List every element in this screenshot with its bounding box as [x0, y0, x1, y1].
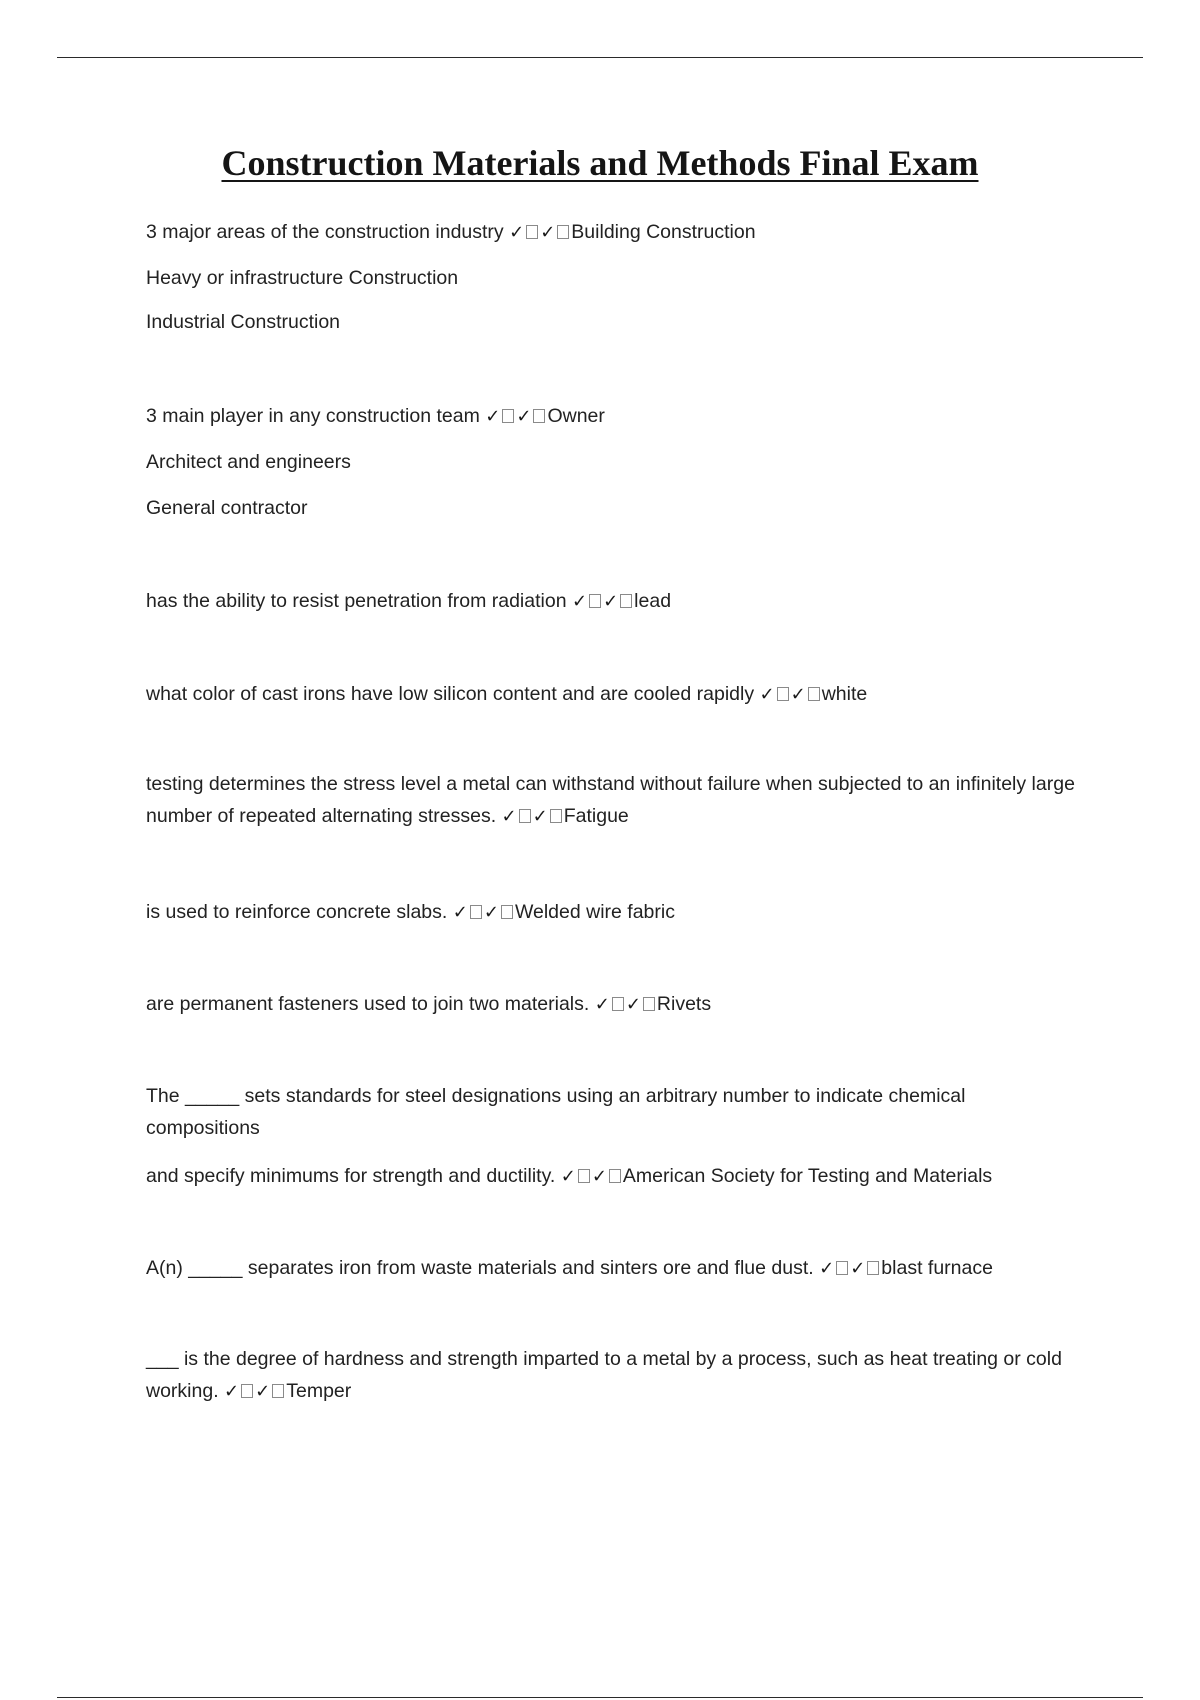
checkmark-icon: ✓: [571, 591, 588, 612]
missing-glyph-box: [241, 1384, 253, 1398]
card-7-line: [146, 988, 1096, 1021]
card-2-answer-line-2: Architect and engineers: [146, 451, 351, 473]
missing-glyph-box: [867, 1261, 879, 1275]
card-1-answer: Building Construction: [571, 221, 756, 243]
card-8-question-line-1: The _____ sets standards for steel designations using an arbitrary number to indicate chemical compositions: [146, 1085, 966, 1139]
card-6-line: [146, 896, 1096, 929]
missing-glyph-box: [643, 997, 655, 1011]
checkmark-icon: ✓: [509, 222, 525, 243]
missing-glyph-box: [519, 809, 531, 823]
checkmark-icon: ✓: [255, 1381, 271, 1402]
card-3-answer: lead: [634, 590, 672, 612]
card-3-line: [146, 585, 1096, 618]
checkmark-icon: ✓: [483, 902, 499, 923]
card-8-line-2: [146, 1160, 1096, 1193]
checkmark-icon: ✓: [591, 1166, 607, 1187]
card-5-block: [146, 768, 1096, 833]
card-10-question: ___ is the degree of hardness and strength imparted to a metal by a process, such as heat treating or cold working.: [146, 1348, 1062, 1402]
card-2-question: 3 main player in any construction team: [146, 405, 480, 427]
card-9-line: [146, 1252, 1096, 1285]
card-9-question: A(n) _____ separates iron from waste materials and sinters ore and flue dust.: [146, 1257, 814, 1279]
missing-glyph-box: [578, 1169, 590, 1183]
card-8-question-line-2: and specify minimums for strength and ductility.: [146, 1165, 556, 1187]
card-10-answer: Temper: [286, 1380, 352, 1402]
card-5-question: testing determines the stress level a metal can withstand without failure when subjected to an infinitely large number of repeated alternating stresses.: [146, 773, 1075, 827]
checkmark-icon: ✓: [501, 806, 517, 827]
card-7-question: are permanent fasteners used to join two materials.: [146, 993, 590, 1015]
missing-glyph-box: [272, 1384, 284, 1398]
missing-glyph-box: [502, 409, 514, 423]
missing-glyph-box: [836, 1261, 848, 1275]
checkmark-icon: ✓: [819, 1258, 835, 1279]
missing-glyph-box: [501, 905, 513, 919]
card-2-question-line: [146, 400, 1096, 433]
checkmark-icon: ✓: [603, 591, 619, 612]
missing-glyph-box: [777, 687, 789, 701]
checkmark-icon: ✓: [594, 994, 610, 1015]
card-3-question: has the ability to resist penetration from radiation: [146, 590, 567, 612]
checkmark-icon: ✓: [790, 684, 806, 705]
missing-glyph-box: [550, 809, 562, 823]
missing-glyph-box: [620, 594, 632, 608]
card-4-line: [146, 678, 1096, 711]
missing-glyph-box: [533, 409, 545, 423]
card-1-answer-line-3: Industrial Construction: [146, 311, 341, 333]
card-5-answer: Fatigue: [563, 805, 629, 827]
checkmark-icon: ✓: [850, 1258, 866, 1279]
card-1-question-line: [146, 216, 1096, 249]
checkmark-icon: ✓: [452, 902, 468, 923]
card-7-answer: Rivets: [656, 993, 712, 1015]
checkmark-icon: ✓: [540, 222, 556, 243]
card-4-answer: white: [821, 683, 868, 705]
card-1-answer-line-2: Heavy or infrastructure Construction: [146, 267, 459, 289]
bottom-rule: [57, 1697, 1143, 1698]
card-2-answer-line-3: General contractor: [146, 497, 308, 519]
checkmark-icon: ✓: [560, 1166, 576, 1187]
card-10-block: [146, 1343, 1096, 1408]
missing-glyph-box: [470, 905, 482, 919]
card-6-answer: Welded wire fabric: [514, 901, 675, 923]
page-title: Construction Materials and Methods Final Exam: [221, 143, 979, 183]
checkmark-icon: ✓: [532, 806, 548, 827]
card-4-question: what color of cast irons have low silicon content and are cooled rapidly: [146, 683, 755, 705]
checkmark-icon: ✓: [516, 406, 532, 427]
card-1-question: 3 major areas of the construction industry: [146, 221, 504, 243]
checkmark-icon: ✓: [224, 1381, 240, 1402]
card-2-answer: Owner: [547, 405, 605, 427]
checkmark-icon: ✓: [759, 684, 775, 705]
missing-glyph-box: [557, 225, 569, 239]
card-6-question: is used to reinforce concrete slabs.: [146, 901, 448, 923]
missing-glyph-box: [526, 225, 538, 239]
missing-glyph-box: [589, 594, 601, 608]
card-8-answer: American Society for Testing and Materials: [622, 1165, 993, 1187]
checkmark-icon: ✓: [625, 994, 641, 1015]
top-rule: [57, 57, 1143, 58]
missing-glyph-box: [612, 997, 624, 1011]
missing-glyph-box: [808, 687, 820, 701]
card-9-answer: blast furnace: [881, 1257, 993, 1279]
missing-glyph-box: [609, 1169, 621, 1183]
checkmark-icon: ✓: [485, 406, 501, 427]
